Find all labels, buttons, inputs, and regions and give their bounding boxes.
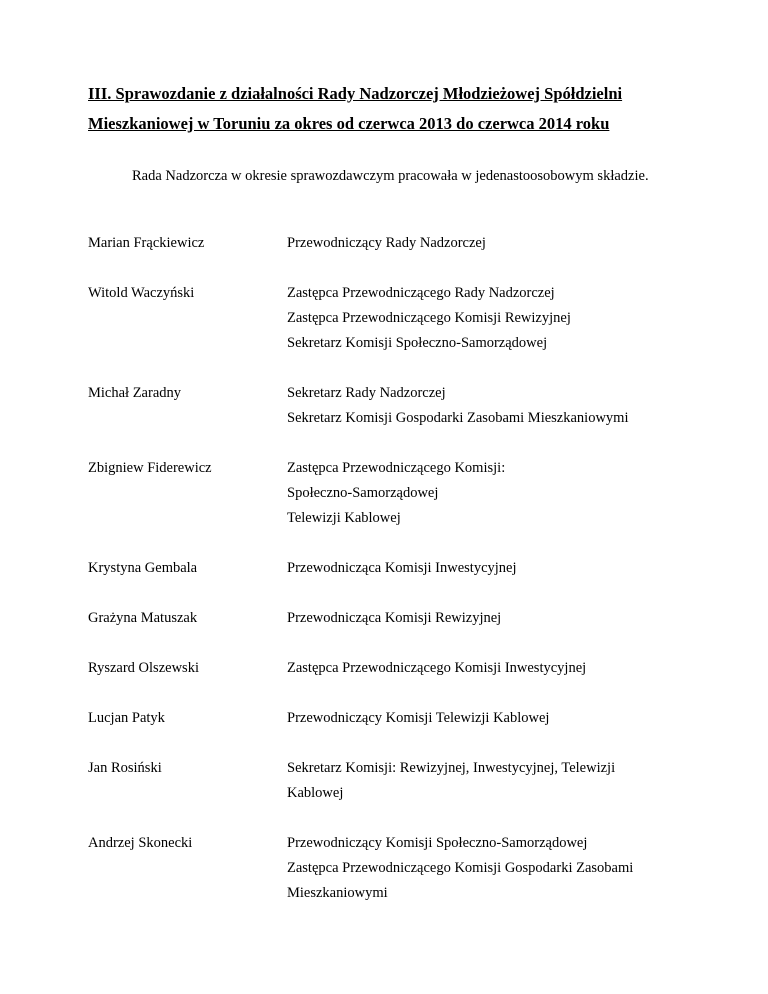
- member-row: [88, 706, 688, 731]
- member-row: [88, 556, 688, 581]
- member-role: Sekretarz Komisji Gospodarki Zasobami Mieszkaniowymi: [287, 410, 629, 426]
- member-row: [88, 281, 688, 356]
- member-roles: [287, 706, 688, 731]
- member-role: Sekretarz Rady Nadzorczej: [287, 385, 446, 401]
- member-name: Andrzej Skonecki: [88, 835, 193, 851]
- members-list: [88, 231, 688, 931]
- member-name: Ryszard Olszewski: [88, 660, 199, 676]
- member-role: Przewodnicząca Komisji Rewizyjnej: [287, 610, 502, 626]
- member-row: [88, 606, 688, 631]
- member-roles: [287, 606, 688, 631]
- member-row: [88, 831, 688, 906]
- member-row: [88, 231, 688, 256]
- member-roles: [287, 456, 688, 531]
- member-row: [88, 756, 688, 806]
- member-role: Społeczno-Samorządowej: [287, 485, 439, 501]
- member-row: [88, 656, 688, 681]
- member-name: Zbigniew Fiderewicz: [88, 460, 212, 476]
- title-line-2: Mieszkaniowej w Toruniu za okres od czerwca 2013 do czerwca 2014 roku: [88, 114, 610, 133]
- member-name: Marian Frąckiewicz: [88, 235, 205, 251]
- document-title: [88, 79, 688, 139]
- member-row: [88, 456, 688, 531]
- member-role: Telewizji Kablowej: [287, 510, 401, 526]
- member-name: Jan Rosiński: [88, 760, 162, 776]
- member-roles: [287, 656, 688, 681]
- member-name: Lucjan Patyk: [88, 710, 165, 726]
- member-role: Zastępca Przewodniczącego Komisji Gospodarki Zasobami Mieszkaniowymi: [287, 860, 634, 901]
- member-role: Zastępca Przewodniczącego Rady Nadzorczej: [287, 285, 555, 301]
- member-roles: [287, 756, 688, 806]
- member-roles: [287, 231, 688, 256]
- member-roles: [287, 381, 688, 431]
- member-name: Michał Zaradny: [88, 385, 182, 401]
- member-roles: [287, 556, 688, 581]
- member-name: Krystyna Gembala: [88, 560, 198, 576]
- member-role: Sekretarz Komisji: Rewizyjnej, Inwestycyjnej, Telewizji Kablowej: [287, 760, 616, 801]
- intro-paragraph: Rada Nadzorcza w okresie sprawozdawczym pracowała w jedenastoosobowym składzie.: [132, 168, 649, 184]
- title-line-1: III. Sprawozdanie z działalności Rady Nadzorczej Młodzieżowej Spółdzielni: [88, 84, 623, 103]
- member-role: Zastępca Przewodniczącego Komisji Rewizyjnej: [287, 310, 571, 326]
- member-name: Witold Waczyński: [88, 285, 195, 301]
- member-role: Zastępca Przewodniczącego Komisji Inwestycyjnej: [287, 660, 587, 676]
- member-role: Sekretarz Komisji Społeczno-Samorządowej: [287, 335, 548, 351]
- member-row: [88, 381, 688, 431]
- member-roles: [287, 831, 688, 906]
- member-name: Grażyna Matuszak: [88, 610, 198, 626]
- member-role: Zastępca Przewodniczącego Komisji:: [287, 460, 506, 476]
- member-role: Przewodniczący Rady Nadzorczej: [287, 235, 486, 251]
- member-role: Przewodnicząca Komisji Inwestycyjnej: [287, 560, 517, 576]
- member-role: Przewodniczący Komisji Społeczno-Samorządowej: [287, 835, 588, 851]
- member-roles: [287, 281, 688, 356]
- member-role: Przewodniczący Komisji Telewizji Kablowej: [287, 710, 550, 726]
